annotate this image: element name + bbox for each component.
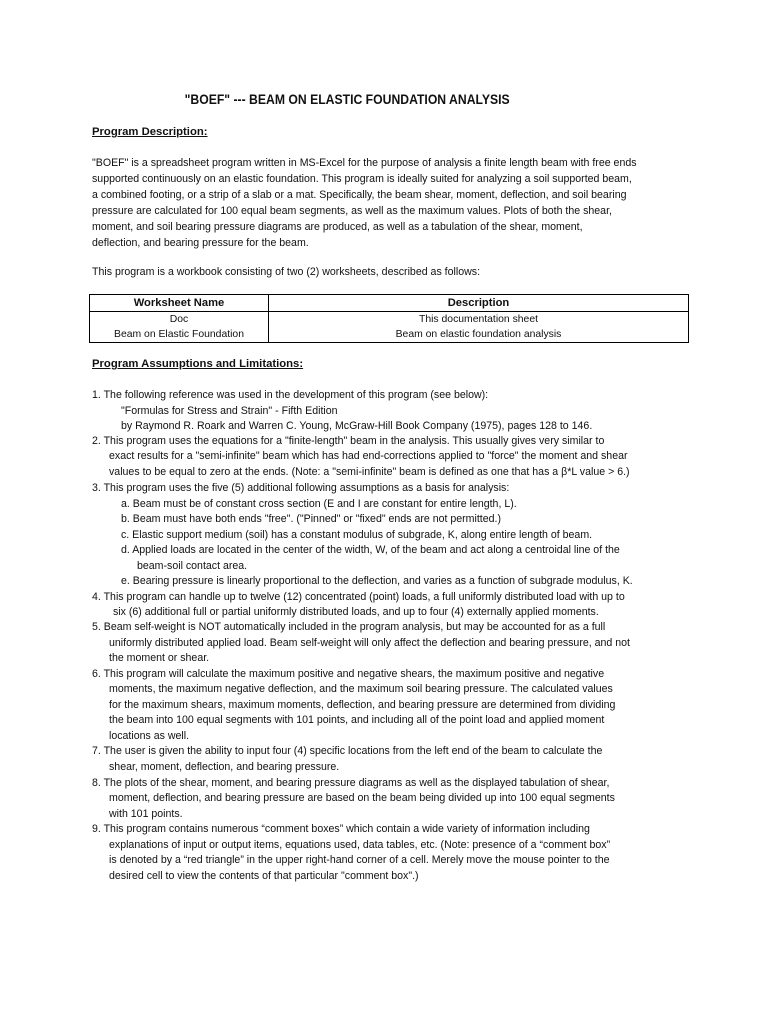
list-item: moment, deflection, and bearing pressure are based on the beam being divided up into 100 equal segments [109, 792, 615, 804]
list-item: uniformly distributed applied load. Beam self-weight will only affect the deflection and bearing pressure, and not [109, 637, 630, 649]
description-line: deflection, and bearing pressure for the beam. [92, 237, 309, 249]
table-cell: This documentation sheet [269, 312, 689, 328]
list-item: moments, the maximum negative deflection, and the maximum soil bearing pressure. The calculated values [109, 683, 613, 695]
description-line: supported continuously on an elastic foundation. This program is ideally suited for analyzing a soil supported beam, [92, 173, 632, 185]
list-item: 7. The user is given the ability to input four (4) specific locations from the left end of the beam to calculate the [92, 745, 603, 757]
page-title: "BOEF" --- BEAM ON ELASTIC FOUNDATION ANALYSIS [184, 92, 510, 107]
list-item: 9. This program contains numerous “comment boxes” which contain a wide variety of information including [92, 823, 590, 835]
workbook-description-line: This program is a workbook consisting of two (2) worksheets, described as follows: [92, 266, 481, 278]
list-item: a. Beam must be of constant cross section (E and I are constant for entire length, L). [121, 498, 517, 510]
column-header-description: Description [269, 295, 689, 312]
list-item: 2. This program uses the equations for a "finite-length" beam in the analysis. This usually gives very similar to [92, 435, 605, 447]
list-item: explanations of input or output items, equations used, data tables, etc. (Note: presence of a “comment box” [109, 839, 611, 851]
table-cell: Beam on Elastic Foundation [90, 327, 269, 343]
worksheet-table [89, 294, 689, 343]
list-item: c. Elastic support medium (soil) has a constant modulus of subgrade, K, along entire length of beam. [121, 529, 593, 541]
program-description-heading: Program Description: [92, 126, 208, 138]
table-row [90, 327, 689, 343]
list-item: beam-soil contact area. [137, 560, 248, 572]
list-item: exact results for a "semi-infinite" beam which has had end-corrections applied to "force" the moment and shear [109, 450, 628, 462]
list-item: "Formulas for Stress and Strain" - Fifth Edition [121, 405, 338, 417]
list-item: d. Applied loads are located in the center of the width, W, of the beam and act along a centroidal line of the [121, 544, 620, 556]
list-item: 3. This program uses the five (5) additional following assumptions as a basis for analysis: [92, 482, 510, 494]
table-cell: Beam on elastic foundation analysis [269, 327, 689, 343]
list-item: b. Beam must have both ends "free". ("Pinned" or "fixed" ends are not permitted.) [121, 513, 502, 525]
description-line: "BOEF" is a spreadsheet program written in MS-Excel for the purpose of analysis a finite length beam with free ends [92, 157, 637, 169]
list-item: 1. The following reference was used in the development of this program (see below): [92, 389, 489, 401]
list-item: 4. This program can handle up to twelve (12) concentrated (point) loads, a full uniformly distributed load with up to [92, 591, 625, 603]
table-header-row [90, 295, 689, 312]
table-cell: Doc [90, 312, 269, 328]
description-line: a combined footing, or a strip of a slab or a mat. Specifically, the beam shear, moment, deflection, and soil bearing [92, 189, 627, 201]
assumptions-heading: Program Assumptions and Limitations: [92, 358, 304, 370]
list-item: is denoted by a “red triangle” in the upper right-hand corner of a cell. Merely move the mouse pointer to the [109, 854, 610, 866]
description-line: pressure are calculated for 100 equal beam segments, as well as the maximum values. Plots of both the shear, [92, 205, 612, 217]
list-item: for the maximum shears, maximum moments, deflection, and bearing pressure are determined from dividing [109, 699, 616, 711]
list-item: desired cell to view the contents of that particular "comment box".) [109, 870, 419, 882]
list-item: six (6) additional full or partial uniformly distributed loads, and up to four (4) externally applied moments. [113, 606, 599, 618]
column-header-worksheet-name: Worksheet Name [90, 295, 269, 312]
list-item: e. Bearing pressure is linearly proportional to the deflection, and varies as a function of subgrade modulus, K. [121, 575, 633, 587]
list-item: with 101 points. [109, 808, 183, 820]
list-item: 6. This program will calculate the maximum positive and negative shears, the maximum positive and negative [92, 668, 605, 680]
table-row [90, 312, 689, 328]
description-line: moment, and soil bearing pressure diagrams are produced, as well as a tabulation of the shear, moment, [92, 221, 583, 233]
list-item: 8. The plots of the shear, moment, and bearing pressure diagrams as well as the displayed tabulation of shear, [92, 777, 610, 789]
list-item: the moment or shear. [109, 652, 210, 664]
list-item: values to be equal to zero at the ends. (Note: a "semi-infinite" beam is defined as one that has a β*L value > 6.) [109, 466, 630, 478]
list-item: shear, moment, deflection, and bearing pressure. [109, 761, 340, 773]
list-item: by Raymond R. Roark and Warren C. Young, McGraw-Hill Book Company (1975), pages 128 to 146. [121, 420, 593, 432]
list-item: 5. Beam self-weight is NOT automatically included in the program analysis, but may be accounted for as a full [92, 621, 606, 633]
list-item: locations as well. [109, 730, 190, 742]
list-item: the beam into 100 equal segments with 101 points, and including all of the point load and applied moment [109, 714, 605, 726]
